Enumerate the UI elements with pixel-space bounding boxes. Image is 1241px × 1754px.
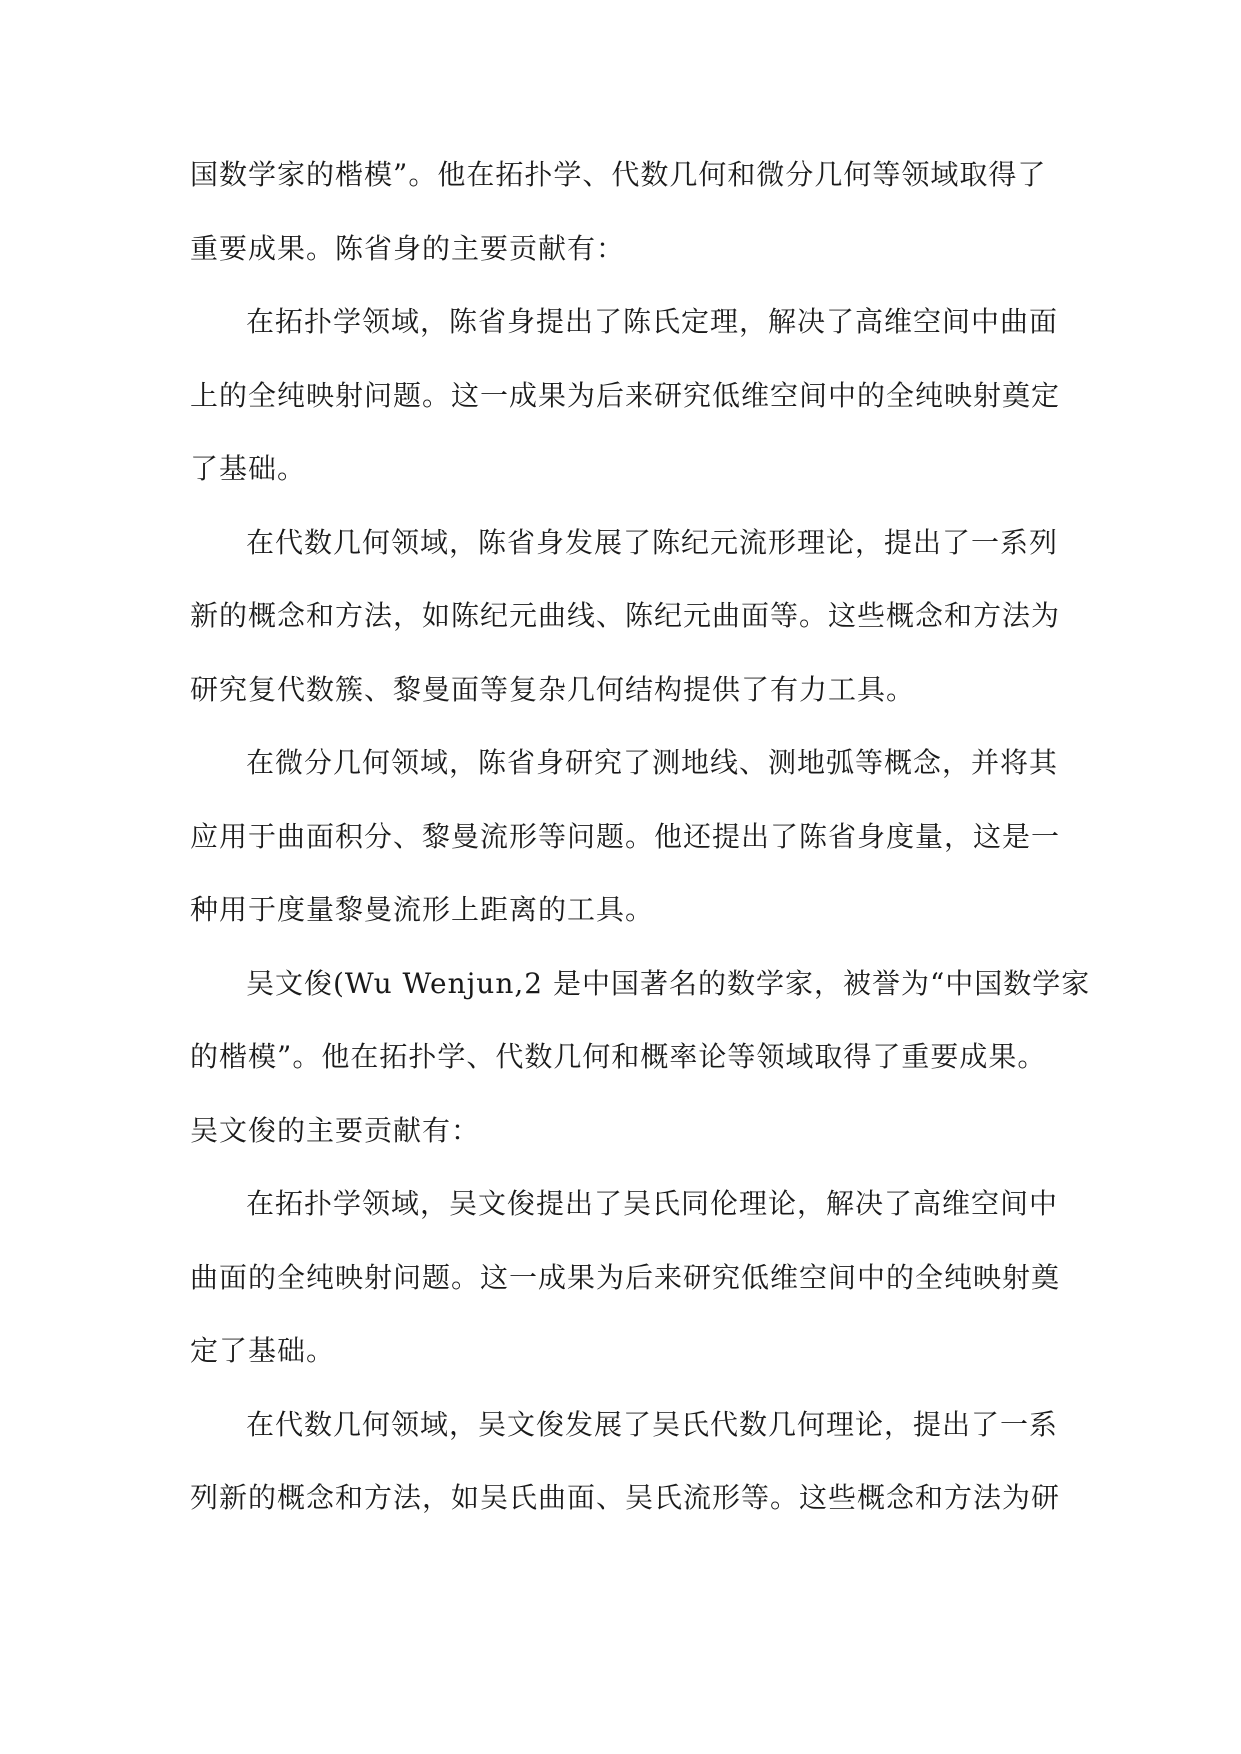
text-line: 了基础。 xyxy=(190,452,307,485)
text-line: 上的全纯映射问题。这一成果为后来研究低维空间中的全纯映射奠定 xyxy=(190,378,1061,412)
text-line: 研究复代数簇、黎曼面等复杂几何结构提供了有力工具。 xyxy=(190,672,916,706)
text-line: 列新的概念和方法，如吴氏曲面、吴氏流形等。这些概念和方法为研 xyxy=(190,1481,1061,1514)
text-line: 吴文俊的主要贡献有： xyxy=(190,1113,481,1147)
document-body xyxy=(190,138,1091,1535)
text-line: 在微分几何领域，陈省身研究了测地线、测地弧等概念，并将其 xyxy=(246,746,1059,779)
text-line: 在拓扑学领域，吴文俊提出了吴氏同伦理论，解决了高维空间中 xyxy=(246,1187,1059,1220)
text-line: 在代数几何领域，吴文俊发展了吴氏代数几何理论，提出了一系 xyxy=(246,1407,1059,1441)
text-line: 在拓扑学领域，陈省身提出了陈氏定理，解决了高维空间中曲面 xyxy=(246,305,1059,338)
text-line: 种用于度量黎曼流形上距离的工具。 xyxy=(190,893,655,926)
text-line: 吴文俊(Wu Wenjun,2 是中国著名的数学家，被誉为“中国数学家 xyxy=(246,966,1091,1000)
text-line: 重要成果。陈省身的主要贡献有： xyxy=(190,231,626,265)
text-line: 新的概念和方法，如陈纪元曲线、陈纪元曲面等。这些概念和方法为 xyxy=(190,599,1061,632)
text-line: 定了基础。 xyxy=(190,1334,336,1367)
text-line: 在代数几何领域，陈省身发展了陈纪元流形理论，提出了一系列 xyxy=(246,525,1059,559)
text-line: 曲面的全纯映射问题。这一成果为后来研究低维空间中的全纯映射奠 xyxy=(190,1260,1061,1294)
text-line: 应用于曲面积分、黎曼流形等问题。他还提出了陈省身度量，这是一 xyxy=(190,819,1061,853)
text-line: 的楷模”。他在拓扑学、代数几何和概率论等领域取得了重要成果。 xyxy=(190,1040,1047,1073)
text-line: 国数学家的楷模”。他在拓扑学、代数几何和微分几何等领域取得了 xyxy=(190,158,1047,191)
